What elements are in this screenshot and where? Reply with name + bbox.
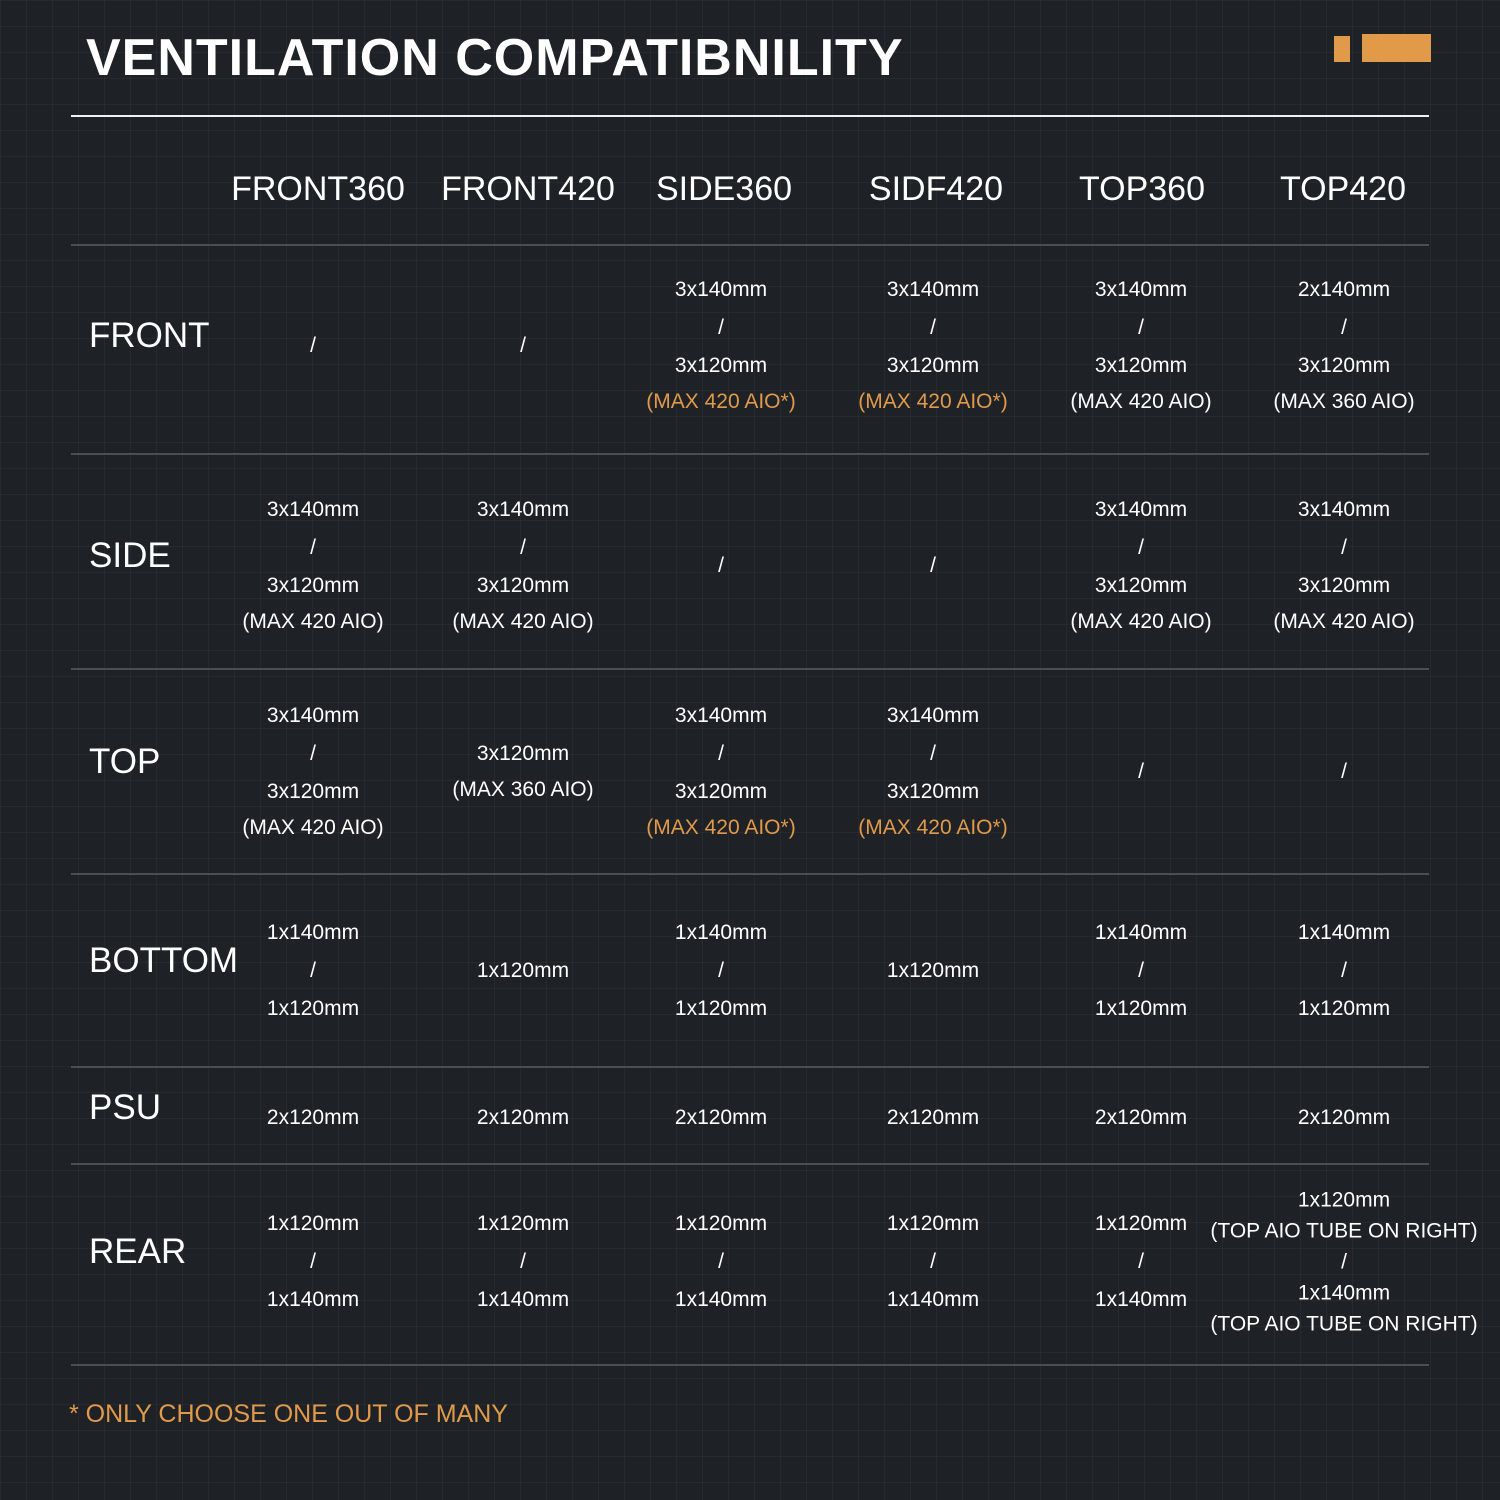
- table-cell: [1194, 1100, 1494, 1136]
- cell-line: (MAX 420 AIO*): [646, 816, 796, 839]
- cell-line: (TOP AIO TUBE ON RIGHT): [1210, 1219, 1478, 1243]
- cell-line: 3x140mm: [886, 278, 980, 301]
- cell-line: (TOP AIO TUBE ON RIGHT): [1210, 1312, 1478, 1336]
- row-label-rear: REAR: [89, 1232, 187, 1271]
- cell-line: 1x140mm: [674, 921, 768, 944]
- table-cell: [1194, 1185, 1494, 1340]
- cell-line: 1x120mm: [1094, 1212, 1188, 1235]
- cell-line: 1x120mm: [674, 997, 768, 1020]
- column-header: TOP360: [1078, 170, 1205, 208]
- cell-line: /: [930, 316, 936, 339]
- cell-line: 1x120mm: [1094, 997, 1188, 1020]
- cell-line: 2x140mm: [1297, 278, 1391, 301]
- cell-line: /: [1341, 316, 1347, 339]
- cell-line: /: [310, 334, 316, 357]
- cell-line: /: [520, 334, 526, 357]
- cell-line: 3x140mm: [1297, 498, 1391, 521]
- cell-line: /: [310, 1250, 316, 1273]
- row-divider: [71, 453, 1429, 455]
- cell-line: /: [930, 742, 936, 765]
- cell-line: 2x120mm: [266, 1106, 360, 1129]
- cell-line: /: [930, 554, 936, 577]
- cell-line: /: [930, 1250, 936, 1273]
- cell-line: 3x120mm: [674, 780, 768, 803]
- cell-line: /: [718, 554, 724, 577]
- column-header: SIDE360: [655, 170, 793, 208]
- cell-line: 3x120mm: [1297, 354, 1391, 377]
- cell-line: (MAX 360 AIO): [452, 778, 594, 801]
- cell-line: 1x140mm: [674, 1288, 768, 1311]
- cell-line: 1x140mm: [886, 1288, 980, 1311]
- cell-line: 1x140mm: [476, 1288, 570, 1311]
- row-divider: [71, 1364, 1429, 1366]
- cell-line: (MAX 420 AIO): [242, 610, 384, 633]
- cell-line: /: [1138, 1250, 1144, 1273]
- cell-line: 1x140mm: [266, 1288, 360, 1311]
- cell-line: 1x140mm: [1297, 921, 1391, 944]
- row-label-side: SIDE: [89, 536, 171, 575]
- cell-line: 1x120mm: [886, 959, 980, 982]
- cell-line: 3x120mm: [674, 354, 768, 377]
- cell-line: 2x120mm: [476, 1106, 570, 1129]
- column-header: TOP420: [1279, 170, 1406, 208]
- cell-line: /: [718, 1250, 724, 1273]
- cell-line: /: [520, 1250, 526, 1273]
- cell-line: 3x120mm: [886, 780, 980, 803]
- cell-line: 3x120mm: [266, 574, 360, 597]
- row-label-top: TOP: [89, 742, 161, 781]
- cell-line: 3x120mm: [266, 780, 360, 803]
- cell-line: /: [1341, 1250, 1347, 1274]
- column-header: SIDF420: [868, 170, 1004, 208]
- row-divider: [71, 1066, 1429, 1068]
- cell-line: (MAX 420 AIO*): [646, 390, 796, 413]
- cell-line: 1x120mm: [886, 1212, 980, 1235]
- cell-line: /: [310, 959, 316, 982]
- table-cell: [1194, 752, 1494, 792]
- cell-line: /: [1341, 959, 1347, 982]
- page-title: VENTILATION COMPATIBNILITY: [86, 29, 904, 87]
- cell-line: 3x140mm: [266, 704, 360, 727]
- cell-line: (MAX 360 AIO): [1273, 390, 1415, 413]
- cell-line: 2x120mm: [886, 1106, 980, 1129]
- row-label-front: FRONT: [89, 316, 210, 355]
- column-header: FRONT420: [441, 170, 615, 208]
- cell-line: /: [520, 536, 526, 559]
- cell-line: /: [310, 536, 316, 559]
- cell-line: 1x120mm: [476, 1212, 570, 1235]
- cell-line: (MAX 420 AIO): [1070, 390, 1212, 413]
- cell-line: 3x120mm: [476, 742, 570, 765]
- cell-line: 2x120mm: [674, 1106, 768, 1129]
- cell-line: 3x120mm: [1297, 574, 1391, 597]
- cell-line: 1x120mm: [1297, 1188, 1391, 1212]
- cell-line: 3x140mm: [674, 704, 768, 727]
- table-cell: [1194, 272, 1494, 420]
- row-divider: [71, 873, 1429, 875]
- cell-line: /: [718, 316, 724, 339]
- cell-line: 1x120mm: [674, 1212, 768, 1235]
- cell-line: 3x140mm: [1094, 498, 1188, 521]
- cell-line: /: [1138, 316, 1144, 339]
- row-divider: [71, 1163, 1429, 1165]
- cell-line: 3x120mm: [476, 574, 570, 597]
- cell-line: 1x140mm: [266, 921, 360, 944]
- row-divider: [71, 244, 1429, 246]
- cell-line: /: [718, 959, 724, 982]
- table-cell: [1194, 915, 1494, 1027]
- table-cell: [1194, 492, 1494, 640]
- cell-line: (MAX 420 AIO): [452, 610, 594, 633]
- cell-line: 3x140mm: [266, 498, 360, 521]
- cell-line: 1x120mm: [266, 1212, 360, 1235]
- cell-line: (MAX 420 AIO): [1273, 610, 1415, 633]
- cell-line: 3x140mm: [476, 498, 570, 521]
- cell-line: 3x120mm: [1094, 354, 1188, 377]
- column-header: FRONT360: [231, 170, 405, 208]
- row-label-psu: PSU: [89, 1088, 161, 1127]
- cell-line: /: [1341, 760, 1347, 783]
- cell-line: 2x120mm: [1094, 1106, 1188, 1129]
- cell-line: /: [1138, 959, 1144, 982]
- cell-line: (MAX 420 AIO*): [858, 816, 1008, 839]
- cell-line: 1x140mm: [1297, 1281, 1391, 1305]
- cell-line: (MAX 420 AIO): [242, 816, 384, 839]
- cell-line: 3x140mm: [1094, 278, 1188, 301]
- footnote: * ONLY CHOOSE ONE OUT OF MANY: [69, 1400, 508, 1428]
- cell-line: 1x120mm: [1297, 997, 1391, 1020]
- cell-line: 3x120mm: [1094, 574, 1188, 597]
- cell-line: /: [310, 742, 316, 765]
- row-divider: [71, 668, 1429, 670]
- accent-block-large: [1362, 34, 1431, 62]
- cell-line: /: [718, 742, 724, 765]
- cell-line: /: [1341, 536, 1347, 559]
- row-label-bottom: BOTTOM: [89, 941, 239, 980]
- cell-line: 2x120mm: [1297, 1106, 1391, 1129]
- title-divider: [71, 115, 1429, 117]
- cell-line: 3x140mm: [674, 278, 768, 301]
- cell-line: /: [1138, 760, 1144, 783]
- cell-line: (MAX 420 AIO*): [858, 390, 1008, 413]
- cell-line: 3x120mm: [886, 354, 980, 377]
- accent-block-small: [1334, 36, 1350, 62]
- cell-line: /: [1138, 536, 1144, 559]
- cell-line: 1x120mm: [476, 959, 570, 982]
- cell-line: 1x140mm: [1094, 1288, 1188, 1311]
- cell-line: 1x140mm: [1094, 921, 1188, 944]
- cell-line: (MAX 420 AIO): [1070, 610, 1212, 633]
- cell-line: 3x140mm: [886, 704, 980, 727]
- cell-line: 1x120mm: [266, 997, 360, 1020]
